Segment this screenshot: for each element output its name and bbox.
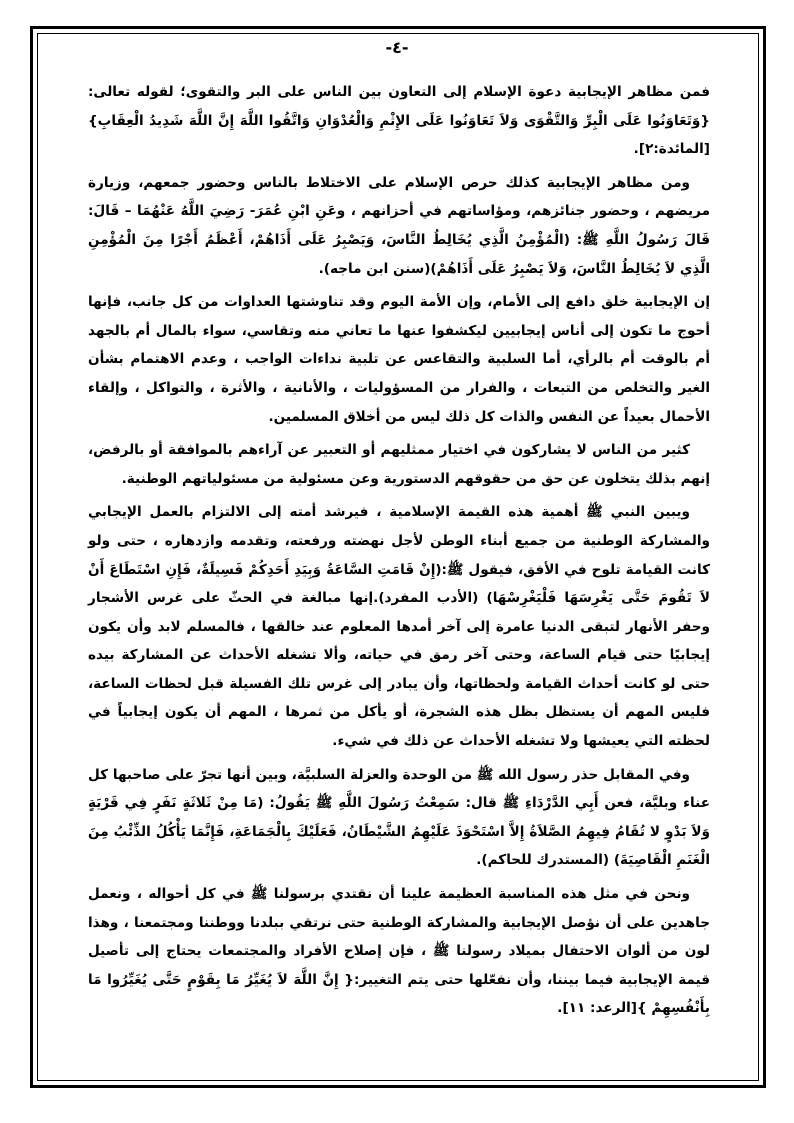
- paragraph: ومن مظاهر الإيجابية كذلك حرص الإسلام على الاختلاط بالناس وحضور جمعهم، وزيارة مريضهم ، وحضور جنائزهم، ومؤاساتهم في أحزانهم ، وعَنِ ابْنِ عُمَرَ- رَضِيَ اللَّهُ عَنْهُمَا – قَالَ: قَالَ رَسُولُ اللَّهِ ﷺ: (الْمُؤْمِنُ الَّذِي يُخَالِطُ النَّاسَ، وَيَصْبِرُ عَلَى أَذَاهُمْ، أَعْظَمُ أَجْرًا مِنَ الْمُؤْمِنِ الَّذِي لاَ يُخَالِطُ النَّاسَ، وَلاَ يَصْبِرُ عَلَى أَذَاهُمْ)(سنن ابن ماجه).: [88, 174, 710, 277]
- paragraph: وفي المقابل حذر رسول الله ﷺ من الوحدة والعزلة السلبيَّة، وبين أنها تجرّ على صاحبها كل عناء وبليَّة، فعن أَبِي الدَّرْدَاءِ ﷺ قال: سَمِعْتُ رَسُولَ اللَّهِ ﷺ يَقُولُ: (مَا مِنْ ثَلاثَةٍ نَفَرٍ فِي قَرْيَةٍ وَلاَ بَدْوٍ لا تُقَامُ فِيهِمُ الصَّلاَةُ إِلاَّ اسْتَحْوَذَ عَلَيْهِمُ الشَّيْطَانُ، فَعَلَيْكَ بِالْجَمَاعَةِ، فَإِنَّمَا يَأْكُلُ الذِّئْبُ مِنَ الْغَنَمِ الْقَاصِيَةَ) (المستدرك للحاكم).: [88, 766, 710, 869]
- paragraph: ونحن في مثل هذه المناسبة العظيمة علينا أن نقتدي برسولنا ﷺ في كل أحواله ، ونعمل جاهدين على أن نؤصل الإيجابية والمشاركة الوطنية حتى نرتقي ببلدنا ووطننا ومجتمعنا ، وهذا لون من ألوان الاحتفال بميلاد رسولنا ﷺ ، فإن إصلاح الأفراد والمجتمعات يحتاج إلى تأصيل قيمة الإيجابية فيما بيننا، وأن نفعّلها حتى يتم التغيير:{ إِنَّ اللَّهَ لاَ يُغَيِّرُ مَا بِقَوْمٍ حَتَّى يُغَيِّرُوا مَا بِأَنْفُسِهِمْ }[الرعد: ١١].: [88, 886, 710, 1017]
- article-body: [88, 78, 710, 1028]
- paragraph: كثير من الناس لا يشاركون في اختيار ممثليهم أو التعبير عن آراءهم بالموافقة أو بالرفض، إنهم بذلك يتخلون عن حق من حقوقهم الدستورية وعن مسئولية من مسئولياتهم الوطنية.: [88, 442, 710, 487]
- paragraph: ويبين النبي ﷺ أهمية هذه القيمة الإسلامية ، فيرشد أمته إلى الالتزام بالعمل الإيجابي والمشاركة الوطنية من جميع أبناء الوطن لأجل نهضته ورفعته، وتقدمه وازدهاره ، حتى ولو كانت القيامة تلوح في الأفق، فيقول ﷺ:(إِنْ قَامَتِ السَّاعَةُ وَبِيَدِ أَحَدِكُمْ فَسِيلَةٌ، فَإِنِ اسْتَطَاعَ أَنْ لاَ تَقُومَ حَتَّى يَغْرِسَهَا فَلْيَغْرِسْهَا) (الأدب المفرد).إنها مبالغة في الحثّ على غرس الأشجار وحفر الأنهار لتبقى الدنيا عامرة إلى آخر أمدها المعلوم عند خالقها ، فالمسلم لابد وأن يكون إيجابيًا حتى قيام الساعة، وحتى آخر رمق في حياته، وألا تشغله الأحداث عن المشاركة بيده حتى لو كانت أحداث القيامة ولحظاتها، وأن يبادر إلى غرس تلك الفسيلة قبل لحظات الساعة، فليس المهم أن يستظل بظل هذه الشجرة، أو يأكل من ثمرها ، المهم أن يكون إيجابياً في لحظته التي يعيشها ولا تشغله الأحداث عن ذلك في شيء.: [88, 504, 710, 750]
- page-number: -٤-: [385, 38, 409, 57]
- paragraph: إن الإيجابية خلق دافع إلى الأمام، وإن الأمة اليوم وقد تناوشتها العداوات من كل جانب، فإنها أحوج ما تكون إلى أناس إيجابيين ليكشفوا عنها ما تعاني منه وتقاسي، سواء بالمال أم بالجهد أم بالوقت أم بالرأي، أما السلبية والتقاعس عن تلبية نداءات الواجب ، وعدم الاهتمام بشأن الغير والتخلص من التبعات ، والفرار من المسؤوليات ، والأنانية ، والأثرة ، والتواكل ، وإلقاء الأحمال بعيداً عن النفس والذات كل ذلك ليس من أخلاق المسلمين.: [88, 294, 710, 425]
- paragraph: فمن مظاهر الإيجابية دعوة الإسلام إلى التعاون بين الناس على البر والتقوى؛ لقوله تعالى: {وَتَعَاوَنُوا عَلَى الْبِرِّ وَالتَّقْوَى وَلاَ تَعَاوَنُوا عَلَى الإِثْمِ وَالْعُدْوَانِ وَاتَّقُوا اللَّهَ إِنَّ اللَّهَ شَدِيدُ الْعِقَابِ}[المائدة:٢].: [88, 84, 710, 158]
